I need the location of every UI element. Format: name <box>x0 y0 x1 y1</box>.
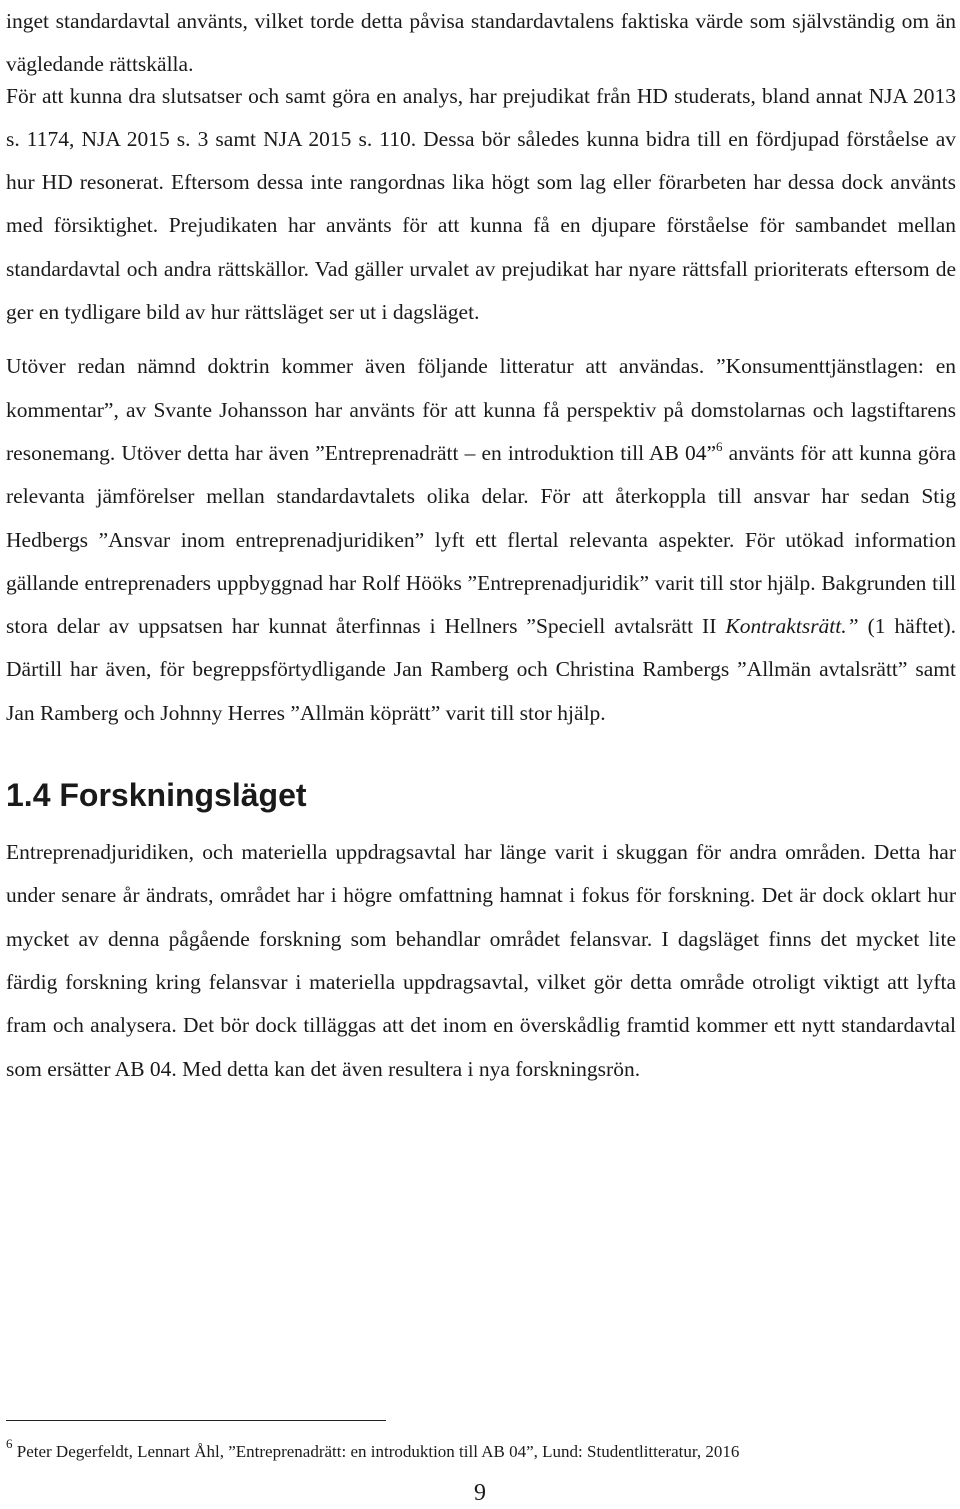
footnote-6 <box>6 1436 956 1464</box>
paragraph-standardavtal-conclusion: inget standardavtal använts, vilket torde detta påvisa standardavtalens faktiska värde som självständig om än vägledande rättskälla. <box>6 9 956 77</box>
litteratur-text-part-2: använts för att kunna göra relevanta jämförelser mellan standardavtalets olika delar. För att återkoppla till ansvar har sedan Stig Hedbergs ”Ansvar inom entreprenadjuridiken” lyft ett flertal relevanta aspekter. För utökad information gällande entreprenaders uppbyggnad har Rolf Hööks ”Entreprenadjuridik” varit till stor hjälp. Bakgrunden till stora delar av uppsatsen har kunnat återfinnas i Hellners ”Speciell avtalsrätt II <box>6 440 957 639</box>
litteratur-text-part-1: Utöver redan nämnd doktrin kommer även följande litteratur att användas. ”Konsumenttjänstlagen: en kommentar”, av Svante Johansson har använts för att kunna få perspektiv på domstolarnas och lagstiftarens resonemang. Utöver detta har även ”Entreprenadrätt – en introduktion till AB 04” <box>6 354 956 465</box>
section-heading-forskningslaget: 1.4 Forskningsläget <box>6 777 307 814</box>
paragraph-forskningslaget: Entreprenadjuridiken, och materiella uppdragsavtal har länge varit i skuggan för andra områden. Detta har under senare år ändrats, området har i högre omfattning hamnat i fokus för forskning. Det är dock oklart hur mycket av denna pågående forskning som behandlar området felansvar. I dagsläget finns det mycket lite färdig forskning kring felansvar i materiella uppdragsavtal, vilket gör detta område otroligt viktigt att lyfta fram och analysera. Det bör dock tilläggas att det inom en överskådlig framtid kommer ett nytt standardavtal som ersätter AB 04. Med detta kan det även resultera i nya forskningsrön. <box>6 840 956 1081</box>
document-body <box>6 0 956 1091</box>
footnote-divider <box>6 1420 386 1421</box>
footnote-text: Peter Degerfeldt, Lennart Åhl, ”Entreprenadrätt: en introduktion till AB 04”, Lund: Studentlitteratur, 2016 <box>12 1442 740 1461</box>
page-number: 9 <box>474 1480 486 1506</box>
footnote-reference-6[interactable]: 6 <box>716 438 723 454</box>
footnote-marker: 6 <box>6 1436 13 1451</box>
litteratur-italic-title: Kontraktsrätt.” <box>725 614 859 639</box>
paragraph-prejudikat: För att kunna dra slutsatser och samt göra en analys, har prejudikat från HD studerats, bland annat NJA 2013 s. 1174, NJA 2015 s. 3 samt NJA 2015 s. 110. Dessa bör således kunna bidra till en fördjupad förståelse av hur HD resonerat. Eftersom dessa inte rangordnas lika högt som lag eller förarbeten har dessa dock använts med försiktighet. Prejudikaten har använts för att kunna få en djupare förståelse för sambandet mellan standardavtal och andra rättskällor. Vad gäller urvalet av prejudikat har nyare rättsfall prioriterats eftersom de ger en tydligare bild av hur rättsläget ser ut i dagsläget. <box>6 83 956 325</box>
litteratur-text-part-3: (1 häftet). Därtill har även, för begreppsförtydligande Jan Ramberg och Christina Rambergs ”Allmän avtalsrätt” samt Jan Ramberg och Johnny Herres ”Allmän köprätt” varit till stor hjälp. <box>6 614 956 725</box>
paragraph-litteratur <box>6 345 956 735</box>
